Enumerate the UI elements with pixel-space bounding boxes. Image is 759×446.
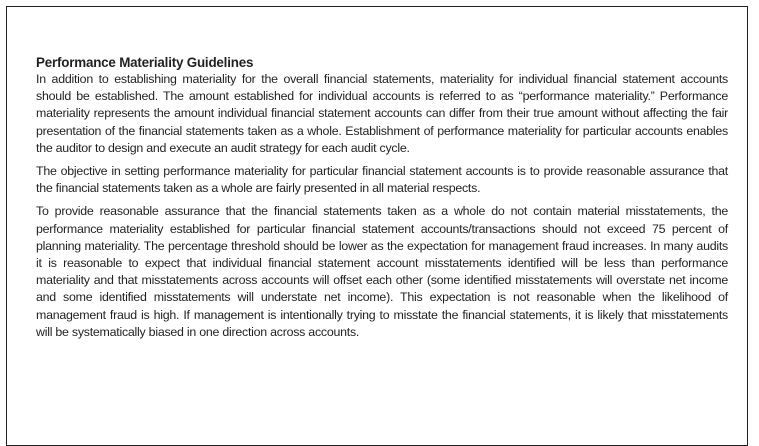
section-heading: Performance Materiality Guidelines	[36, 55, 254, 70]
guidelines-box	[6, 6, 748, 446]
guidelines-content	[36, 54, 728, 347]
paragraph-threshold: To provide reasonable assurance that the financial statements taken as a whole do not contain material misstatements, the performance materiality established for particular financial statement accounts/transactions should not exceed 75 percent of planning materiality. The percentage threshold should be lower as the expectation for management fraud increases. In many audits it is reasonable to expect that individual financial statement account misstatements identified will be less than performance materiality and that misstatements across accounts will offset each other (some identified misstatements will overstate net income and some identified misstatements will understate net income). This expectation is not reasonable when the likelihood of management fraud is high. If management is intentionally trying to misstate the financial statements, it is likely that misstatements will be systematically biased in one direction across accounts.	[36, 204, 728, 339]
paragraph-objective: The objective in setting performance materiality for particular financial statement accounts is to provide reasonable assurance that the financial statements taken as a whole are fairly presented in all material respects.	[36, 164, 728, 196]
paragraph-performance-materiality-definition: In addition to establishing materiality for the overall financial statements, materiality for individual financial statement accounts should be established. The amount established for individual accounts is referred to as “performance materiality.” Performance materiality represents the amount individual financial statement accounts can differ from their true amount without affecting the fair presentation of the financial statements taken as a whole. Establishment of performance materiality for particular accounts enables the auditor to design and execute an audit strategy for each audit cycle.	[36, 72, 728, 155]
